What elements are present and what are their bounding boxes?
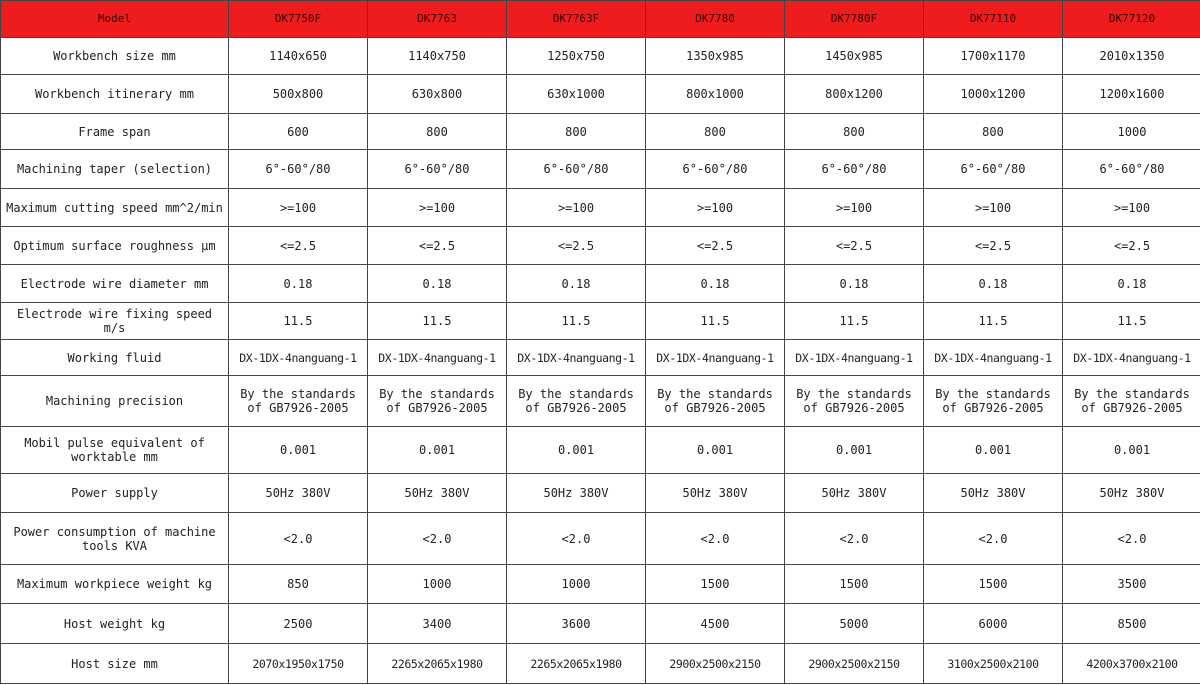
value-cell: DX-1DX-4nanguang-1: [646, 340, 785, 376]
value-cell: 2010x1350: [1063, 38, 1200, 75]
value-cell: <2.0: [924, 513, 1063, 565]
table-row: [1, 427, 1200, 474]
value-cell: 0.18: [507, 265, 646, 303]
value-cell: By the standards of GB7926-2005: [924, 376, 1063, 427]
value-cell: 1500: [924, 565, 1063, 604]
value-cell: 1500: [785, 565, 924, 604]
value-cell: 0.001: [1063, 427, 1200, 474]
row-label-cell: Maximum workpiece weight kg: [1, 565, 229, 604]
value-cell: DX-1DX-4nanguang-1: [368, 340, 507, 376]
value-cell: 0.001: [646, 427, 785, 474]
value-cell: 2500: [229, 604, 368, 644]
model-header-cell: DK77120: [1063, 1, 1200, 38]
table-header: [1, 1, 1200, 38]
value-cell: 800: [924, 114, 1063, 150]
value-cell: 2900x2500x2150: [646, 644, 785, 684]
value-cell: 4500: [646, 604, 785, 644]
table-row: [1, 474, 1200, 513]
model-header-cell: DK77110: [924, 1, 1063, 38]
value-cell: <2.0: [646, 513, 785, 565]
value-cell: 50Hz 380V: [1063, 474, 1200, 513]
value-cell: 50Hz 380V: [229, 474, 368, 513]
value-cell: <=2.5: [368, 227, 507, 265]
value-cell: 11.5: [785, 303, 924, 340]
model-header-cell: DK7780F: [785, 1, 924, 38]
value-cell: 6°-60°/80: [368, 150, 507, 189]
value-cell: DX-1DX-4nanguang-1: [785, 340, 924, 376]
value-cell: <2.0: [1063, 513, 1200, 565]
table-row: [1, 565, 1200, 604]
model-header-cell: DK7780: [646, 1, 785, 38]
value-cell: >=100: [785, 189, 924, 227]
value-cell: By the standards of GB7926-2005: [646, 376, 785, 427]
value-cell: 1000: [368, 565, 507, 604]
value-cell: <=2.5: [785, 227, 924, 265]
value-cell: By the standards of GB7926-2005: [785, 376, 924, 427]
value-cell: >=100: [924, 189, 1063, 227]
value-cell: 11.5: [229, 303, 368, 340]
value-cell: 6°-60°/80: [229, 150, 368, 189]
value-cell: <=2.5: [229, 227, 368, 265]
table-row: [1, 513, 1200, 565]
value-cell: 0.001: [507, 427, 646, 474]
value-cell: 850: [229, 565, 368, 604]
value-cell: 800: [507, 114, 646, 150]
value-cell: 630x1000: [507, 75, 646, 114]
value-cell: 5000: [785, 604, 924, 644]
value-cell: DX-1DX-4nanguang-1: [924, 340, 1063, 376]
row-label-cell: Machining taper (selection): [1, 150, 229, 189]
value-cell: 2070x1950x1750: [229, 644, 368, 684]
value-cell: 6°-60°/80: [646, 150, 785, 189]
value-cell: 50Hz 380V: [507, 474, 646, 513]
value-cell: 500x800: [229, 75, 368, 114]
value-cell: 1000x1200: [924, 75, 1063, 114]
table-row: [1, 227, 1200, 265]
value-cell: <2.0: [229, 513, 368, 565]
value-cell: 11.5: [1063, 303, 1200, 340]
value-cell: 6°-60°/80: [924, 150, 1063, 189]
value-cell: 1200x1600: [1063, 75, 1200, 114]
value-cell: 50Hz 380V: [368, 474, 507, 513]
row-label-cell: Machining precision: [1, 376, 229, 427]
value-cell: 3100x2500x2100: [924, 644, 1063, 684]
value-cell: By the standards of GB7926-2005: [507, 376, 646, 427]
value-cell: 3400: [368, 604, 507, 644]
value-cell: 1140x750: [368, 38, 507, 75]
table-row: [1, 644, 1200, 684]
value-cell: 50Hz 380V: [646, 474, 785, 513]
model-header-cell: DK7763F: [507, 1, 646, 38]
value-cell: 1350x985: [646, 38, 785, 75]
header-row: [1, 1, 1200, 38]
table-row: [1, 38, 1200, 75]
value-cell: 630x800: [368, 75, 507, 114]
value-cell: 1000: [1063, 114, 1200, 150]
value-cell: DX-1DX-4nanguang-1: [229, 340, 368, 376]
value-cell: 0.001: [368, 427, 507, 474]
value-cell: 0.18: [785, 265, 924, 303]
value-cell: 800: [368, 114, 507, 150]
value-cell: 800: [646, 114, 785, 150]
value-cell: 2900x2500x2150: [785, 644, 924, 684]
value-cell: 0.001: [785, 427, 924, 474]
value-cell: 1700x1170: [924, 38, 1063, 75]
value-cell: <2.0: [785, 513, 924, 565]
value-cell: 4200x3700x2100: [1063, 644, 1200, 684]
value-cell: >=100: [368, 189, 507, 227]
row-label-cell: Working fluid: [1, 340, 229, 376]
value-cell: 0.18: [229, 265, 368, 303]
value-cell: 1450x985: [785, 38, 924, 75]
value-cell: By the standards of GB7926-2005: [368, 376, 507, 427]
table-row: [1, 604, 1200, 644]
table-row: [1, 75, 1200, 114]
value-cell: <=2.5: [507, 227, 646, 265]
table-body: [1, 38, 1200, 684]
value-cell: 3500: [1063, 565, 1200, 604]
row-label-cell: Power consumption of machine tools KVA: [1, 513, 229, 565]
value-cell: 0.001: [229, 427, 368, 474]
value-cell: 11.5: [646, 303, 785, 340]
table-row: [1, 303, 1200, 340]
value-cell: 2265x2065x1980: [507, 644, 646, 684]
value-cell: 8500: [1063, 604, 1200, 644]
row-label-cell: Host size mm: [1, 644, 229, 684]
table-row: [1, 340, 1200, 376]
value-cell: >=100: [1063, 189, 1200, 227]
value-cell: 1140x650: [229, 38, 368, 75]
value-cell: 11.5: [924, 303, 1063, 340]
value-cell: 3600: [507, 604, 646, 644]
table-row: [1, 265, 1200, 303]
value-cell: <=2.5: [1063, 227, 1200, 265]
value-cell: 1000: [507, 565, 646, 604]
row-label-cell: Workbench itinerary mm: [1, 75, 229, 114]
value-cell: >=100: [229, 189, 368, 227]
row-label-cell: Power supply: [1, 474, 229, 513]
value-cell: 6°-60°/80: [1063, 150, 1200, 189]
value-cell: >=100: [507, 189, 646, 227]
value-cell: >=100: [646, 189, 785, 227]
table-row: [1, 114, 1200, 150]
value-cell: 600: [229, 114, 368, 150]
value-cell: 11.5: [368, 303, 507, 340]
value-cell: By the standards of GB7926-2005: [1063, 376, 1200, 427]
value-cell: 0.18: [646, 265, 785, 303]
model-header-cell: DK7763: [368, 1, 507, 38]
value-cell: 800x1200: [785, 75, 924, 114]
value-cell: 11.5: [507, 303, 646, 340]
value-cell: By the standards of GB7926-2005: [229, 376, 368, 427]
value-cell: 0.18: [368, 265, 507, 303]
value-cell: <=2.5: [924, 227, 1063, 265]
row-label-cell: Mobil pulse equivalent of worktable mm: [1, 427, 229, 474]
row-label-cell: Optimum surface roughness μm: [1, 227, 229, 265]
value-cell: 0.001: [924, 427, 1063, 474]
value-cell: 0.18: [1063, 265, 1200, 303]
row-label-cell: Workbench size mm: [1, 38, 229, 75]
value-cell: DX-1DX-4nanguang-1: [507, 340, 646, 376]
row-label-cell: Electrode wire fixing speed m/s: [1, 303, 229, 340]
value-cell: 6000: [924, 604, 1063, 644]
value-cell: 6°-60°/80: [507, 150, 646, 189]
value-cell: 1500: [646, 565, 785, 604]
table-row: [1, 150, 1200, 189]
row-label-cell: Electrode wire diameter mm: [1, 265, 229, 303]
table-row: [1, 376, 1200, 427]
value-cell: <=2.5: [646, 227, 785, 265]
value-cell: 0.18: [924, 265, 1063, 303]
value-cell: 50Hz 380V: [924, 474, 1063, 513]
table-row: [1, 189, 1200, 227]
value-cell: 50Hz 380V: [785, 474, 924, 513]
value-cell: 800: [785, 114, 924, 150]
value-cell: <2.0: [507, 513, 646, 565]
value-cell: DX-1DX-4nanguang-1: [1063, 340, 1200, 376]
value-cell: 800x1000: [646, 75, 785, 114]
value-cell: 6°-60°/80: [785, 150, 924, 189]
value-cell: <2.0: [368, 513, 507, 565]
header-label-cell: Model: [1, 1, 229, 38]
value-cell: 2265x2065x1980: [368, 644, 507, 684]
row-label-cell: Host weight kg: [1, 604, 229, 644]
model-header-cell: DK7750F: [229, 1, 368, 38]
row-label-cell: Maximum cutting speed mm^2/min: [1, 189, 229, 227]
row-label-cell: Frame span: [1, 114, 229, 150]
value-cell: 1250x750: [507, 38, 646, 75]
